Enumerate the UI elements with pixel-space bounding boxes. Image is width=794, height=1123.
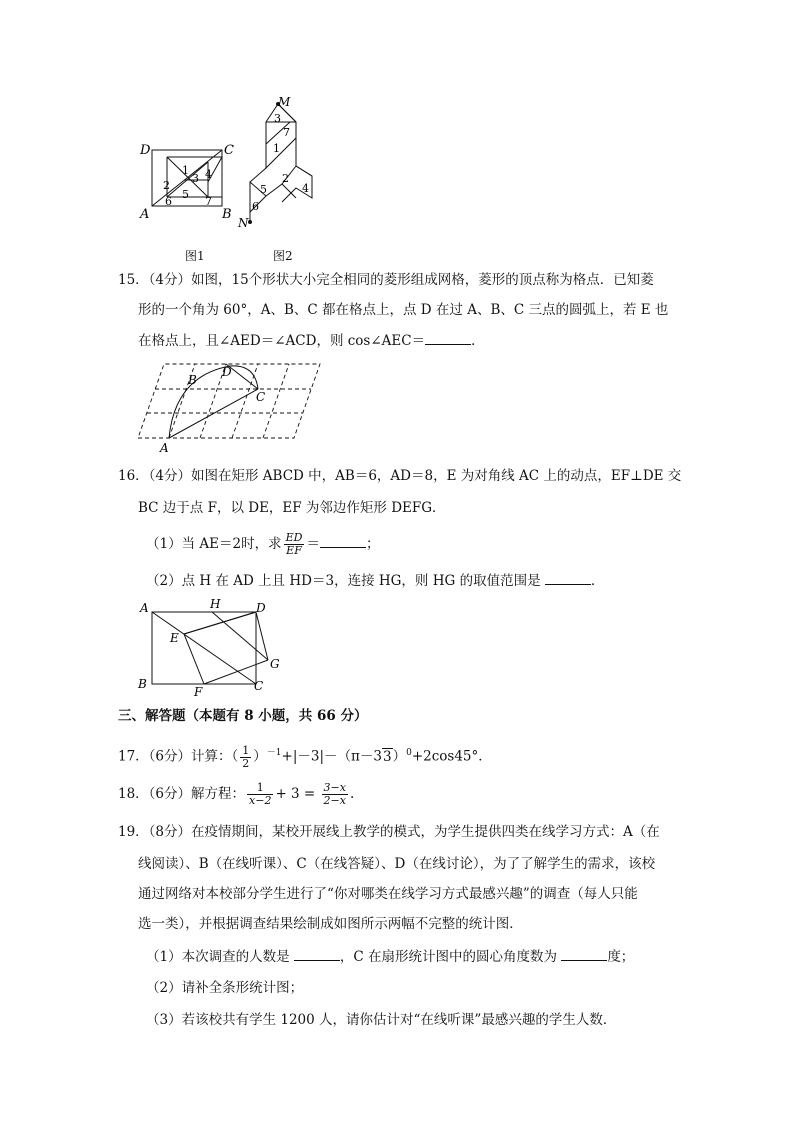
q15-line-2: 形的一个角为 60°，A、B、C 都在格点上，点 D 在过 A、B、C 三点的圆弧上，若 E 也 — [138, 302, 669, 318]
q15-line-3 — [138, 330, 485, 351]
q16-sub-1-answer-blank[interactable] — [320, 533, 366, 548]
q16-sub-1: （1）当 AE＝2时，求 $\frac{ED}{EF}$ ＝ ； — [146, 531, 380, 557]
q16-rectangle-figure — [134, 598, 294, 698]
q17-line: 17．（6分）计算：（ $\frac{1}{2}$ ）$^{-1}+|-3|-(\pi-33)^0+2\cos 45^\circ$． — [118, 743, 492, 770]
q16-label-g: G — [270, 657, 280, 671]
fig2-num-6: 6 — [252, 200, 259, 213]
fig2-caption: 图2 — [273, 249, 293, 263]
q19-sub-1-blank-count[interactable] — [294, 946, 340, 961]
fig2-num-1: 1 — [273, 142, 280, 155]
q16-sub-2-text: （2）点 H 在 AD 上且 HD＝3，连接 HG，则 HG 的取值范围是 — [146, 573, 541, 589]
q19-sub-3: （3）若该校共有学生 1200 人，请你估计对“在线听课”最感兴趣的学生人数． — [146, 1012, 617, 1028]
q16-line-1: 16．（4分）如图在矩形 ABCD 中，AB＝6，AD＝8，E 为对角线 AC 上的动点，EF⊥DE 交 — [118, 468, 682, 484]
q19-sub-2: （2）请补全条形统计图； — [146, 980, 304, 996]
q16-label-f: F — [194, 685, 203, 698]
q18-fraction-right: $\frac{3-x}{2-x}$ — [323, 781, 346, 807]
q15-label-c: C — [256, 390, 266, 404]
q16-sub-2: （2）点 H 在 AD 上且 HD＝3，连接 HG，则 HG 的取值范围是 ． — [146, 570, 604, 591]
q19-line-2: 线阅读）、B（在线听课）、C（在线答疑）、D（在线讨论），为了了解学生的需求，该校 — [138, 856, 656, 872]
fig2-label-m: M — [278, 95, 291, 109]
fig1-num-7: 7 — [205, 195, 212, 208]
q15-label-a: A — [160, 441, 169, 455]
fig1-caption: 图1 — [185, 249, 205, 263]
fig2-num-2: 2 — [282, 172, 289, 185]
fig1-label-a: A — [140, 207, 150, 222]
q16-label-b: B — [138, 677, 147, 691]
fig2-num-5: 5 — [260, 183, 267, 196]
q16-label-h: H — [210, 598, 221, 611]
q19-line-1: 19．（8分）在疫情期间，某校开展线上教学的模式，为学生提供四类在线学习方式：A（在 — [118, 824, 660, 840]
fig2-label-n: N — [238, 216, 249, 230]
q16-fraction-ed-ef: $\frac{ED}{EF}$ — [285, 531, 303, 557]
q18-line: 18．（6分）解方程： $\frac{1}{x-2}$ + 3 = $\frac{3-x}{2-x}$ . — [118, 781, 355, 807]
fig1-num-3: 3 — [192, 172, 199, 185]
q16-sub-1-text: （1）当 AE＝2时，求 — [146, 536, 282, 552]
fig1-num-1: 1 — [182, 164, 189, 177]
q15-line-3-text: 在格点上，且∠AED＝∠ACD，则 cos∠AEC＝ — [138, 333, 426, 349]
fig1-num-4: 4 — [205, 168, 212, 181]
fig1-label-c: C — [224, 143, 234, 158]
fig1-num-2: 2 — [163, 179, 170, 192]
q17-fraction-half: $\frac{1}{2}$ — [242, 743, 250, 770]
q16-label-d: D — [256, 601, 266, 615]
fig1-num-5: 5 — [182, 188, 189, 201]
q15-answer-blank[interactable] — [425, 330, 471, 345]
fig2-num-7: 7 — [283, 126, 290, 139]
fig1-label-b: B — [222, 207, 232, 222]
fig1-label-d: D — [140, 143, 151, 158]
q19-line-3: 通过网络对本校部分学生进行了“你对哪类在线学习方式最感兴趣”的调查（每人只能 — [138, 886, 638, 902]
q19-sub-1: （1）本次调查的人数是 ，C 在扇形统计图中的圆心角度数为 度； — [146, 946, 634, 967]
q15-rhombus-grid-figure — [130, 356, 330, 456]
fig2-num-3: 3 — [274, 112, 281, 125]
q16-line-2: BC 边于点 F，以 DE，EF 为邻边作矩形 DEFG． — [138, 500, 446, 516]
q15-label-d: D — [222, 365, 232, 379]
q15-line-1: 15．（4分）如图，15个形状大小完全相同的菱形组成网格，菱形的顶点称为格点．已知菱 — [118, 272, 654, 288]
q16-label-a: A — [140, 601, 149, 615]
q18-fraction-left: $\frac{1}{x-2}$ — [249, 781, 272, 807]
q16-label-c: C — [254, 679, 264, 693]
fig1-num-6: 6 — [165, 195, 172, 208]
q15-line-3-end: ． — [471, 333, 485, 349]
q16-sub-2-answer-blank[interactable] — [545, 570, 591, 585]
q17-sqrt-radicand: 3 — [382, 748, 392, 765]
section-3-heading: 三、解答题（本题有 8 小题，共 66 分） — [118, 708, 368, 724]
q16-label-e: E — [170, 631, 179, 645]
q19-line-4: 选一类），并根据调查结果绘制成如图所示两幅不完整的统计图． — [138, 916, 523, 932]
fig2-num-4: 4 — [302, 182, 309, 195]
tangram-figures — [130, 92, 330, 262]
q19-sub-1-blank-angle[interactable] — [561, 946, 607, 961]
q15-label-b: B — [188, 373, 197, 387]
